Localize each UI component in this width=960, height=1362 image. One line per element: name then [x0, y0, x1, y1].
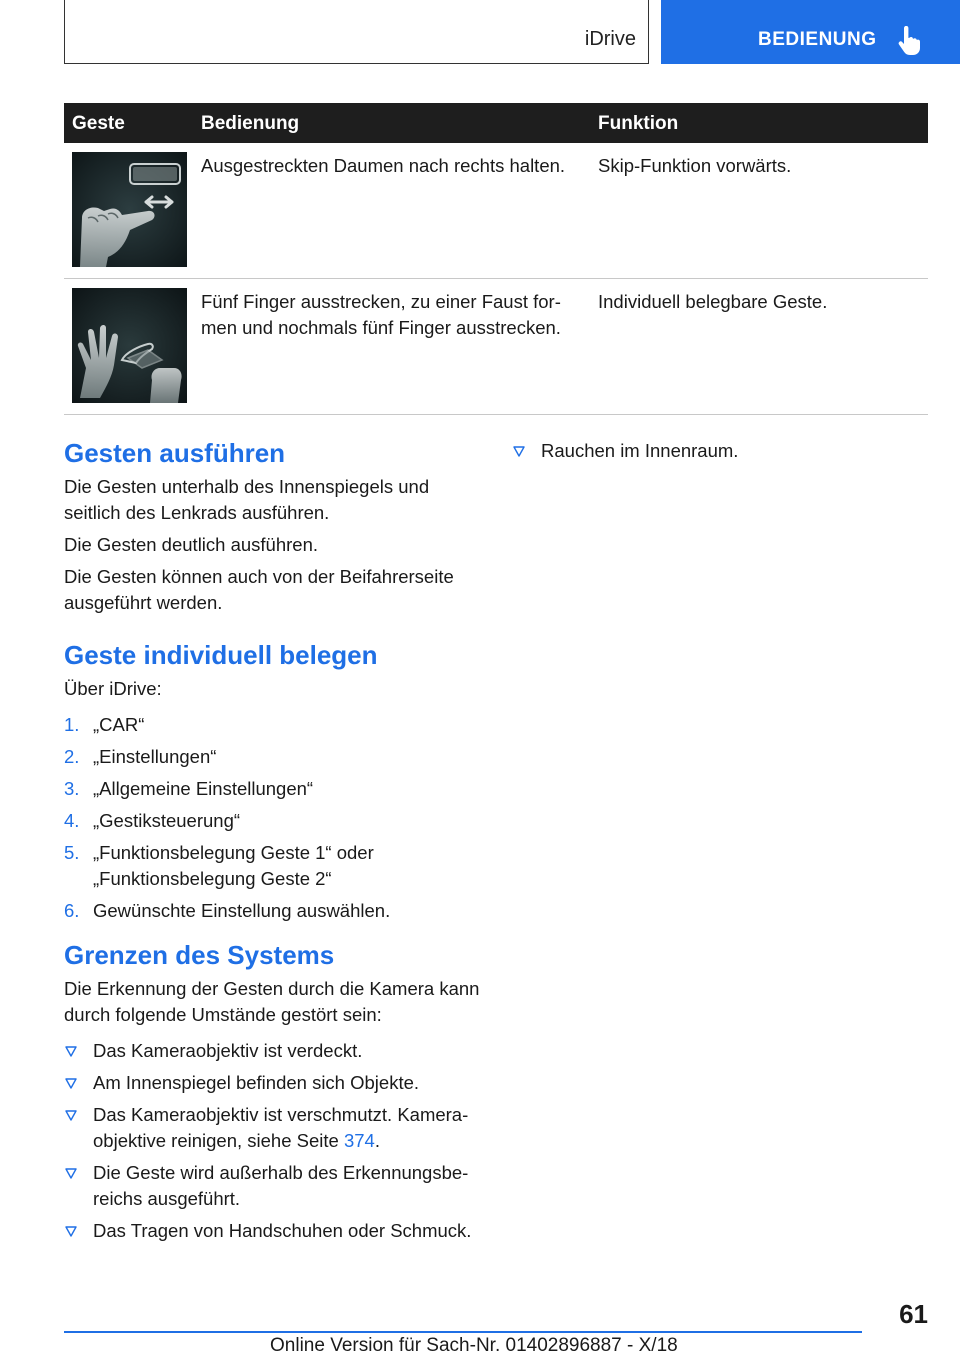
list-item	[64, 898, 484, 924]
list-item	[64, 1070, 484, 1096]
left-column	[64, 436, 484, 1250]
bullet-text: Das Kameraobjektiv ist verdeckt.	[93, 1040, 363, 1061]
list-item	[64, 776, 484, 802]
triangle-bullet-icon	[65, 1078, 77, 1089]
table-cell-funktion: Individuell belegbare Geste.	[598, 291, 828, 312]
paragraph: Die Erkennung der Gesten durch die Kamera kann durch folgende Umstände gestört sein:	[64, 978, 480, 1025]
step-text: „Allgemeine Einstellungen“	[93, 778, 314, 799]
list-item	[64, 840, 484, 892]
list-item	[64, 1160, 484, 1212]
paragraph: Die Gesten unterhalb des Innenspiegels und seitlich des Lenkrads ausführen.	[64, 476, 430, 523]
list-item	[64, 808, 484, 834]
triangle-bullet-icon	[65, 1046, 77, 1057]
section-grenzen-des-systems	[64, 938, 484, 1244]
heading-geste-individuell-belegen: Geste individuell belegen	[64, 640, 378, 670]
list-item	[64, 1038, 484, 1064]
bullet-text: Am Innenspiegel befinden sich Objekte.	[93, 1072, 420, 1093]
paragraph: Über iDrive:	[64, 678, 162, 699]
triangle-bullet-icon	[513, 446, 525, 457]
column-header-geste: Geste	[72, 113, 125, 134]
bullet-text: Die Geste wird außerhalb des Erkennungsbe-reichs ausgeführt.	[93, 1162, 469, 1209]
list-item	[64, 1102, 484, 1154]
bullet-text: Das Tragen von Handschuhen oder Schmuck.	[93, 1220, 472, 1241]
page-number: 61	[899, 1299, 928, 1329]
gesture-table	[64, 103, 928, 415]
heading-grenzen-des-systems: Grenzen des Systems	[64, 940, 335, 970]
page-reference-link[interactable]: 374	[343, 1130, 375, 1151]
step-list	[64, 712, 484, 924]
table-cell-bedienung: Fünf Finger ausstrecken, zu einer Faust for-men und nochmals fünf Finger ausstrecken.	[201, 291, 561, 338]
table-cell-funktion: Skip-Funktion vorwärts.	[598, 155, 792, 176]
table-header	[64, 103, 928, 143]
triangle-bullet-icon	[65, 1110, 77, 1121]
bullet-list	[512, 438, 928, 464]
step-text: „Gestiksteuerung“	[93, 810, 241, 831]
header-section-label: iDrive	[584, 28, 636, 50]
column-header-funktion: Funktion	[598, 113, 679, 134]
bullet-text: Das Kameraobjektiv ist verschmutzt. Kamera-objektive reinigen, siehe Seite	[93, 1104, 469, 1151]
paragraph: Die Gesten können auch von der Beifahrerseite ausgeführt werden.	[64, 566, 454, 613]
bullet-text: Rauchen im Innenraum.	[541, 440, 739, 461]
right-column	[512, 428, 928, 470]
bullet-text-end: .	[374, 1130, 380, 1151]
column-header-bedienung: Bedienung	[201, 113, 300, 134]
footer-online-version: Online Version für Sach-Nr. 01402896887 - X/18	[270, 1335, 678, 1356]
header-chapter-tab[interactable]	[661, 0, 960, 64]
triangle-bullet-icon	[65, 1226, 77, 1237]
step-number: 3.	[64, 778, 80, 799]
footer-divider	[64, 1331, 862, 1333]
thumb-gesture-image	[72, 152, 187, 267]
triangle-bullet-icon	[65, 1168, 77, 1179]
step-text: „Funktionsbelegung Geste 1“ oder „Funktionsbelegung Geste 2“	[93, 842, 374, 889]
five-finger-fist-gesture-image	[72, 288, 187, 403]
heading-gesten-ausfuehren: Gesten ausführen	[64, 438, 286, 468]
step-number: 5.	[64, 842, 80, 863]
step-number: 4.	[64, 810, 80, 831]
paragraph: Die Gesten deutlich ausführen.	[64, 534, 319, 555]
step-number: 2.	[64, 746, 80, 767]
header-section-box	[64, 0, 649, 64]
list-item	[64, 744, 484, 770]
pointing-hand-icon	[896, 26, 922, 56]
step-text: „CAR“	[93, 714, 145, 735]
table-cell-bedienung: Ausgestreckten Daumen nach rechts halten.	[201, 155, 566, 176]
table-row	[64, 279, 928, 415]
list-item	[64, 712, 484, 738]
header-chapter-label: BEDIENUNG	[758, 29, 877, 50]
list-item	[64, 1218, 484, 1244]
step-text: Gewünschte Einstellung auswählen.	[93, 900, 391, 921]
section-geste-individuell-belegen	[64, 638, 484, 924]
step-number: 1.	[64, 714, 80, 735]
step-text: „Einstellungen“	[93, 746, 217, 767]
section-gesten-ausfuehren	[64, 436, 484, 616]
bullet-list	[64, 1038, 484, 1244]
table-row	[64, 143, 928, 279]
list-item	[512, 438, 928, 464]
step-number: 6.	[64, 900, 80, 921]
